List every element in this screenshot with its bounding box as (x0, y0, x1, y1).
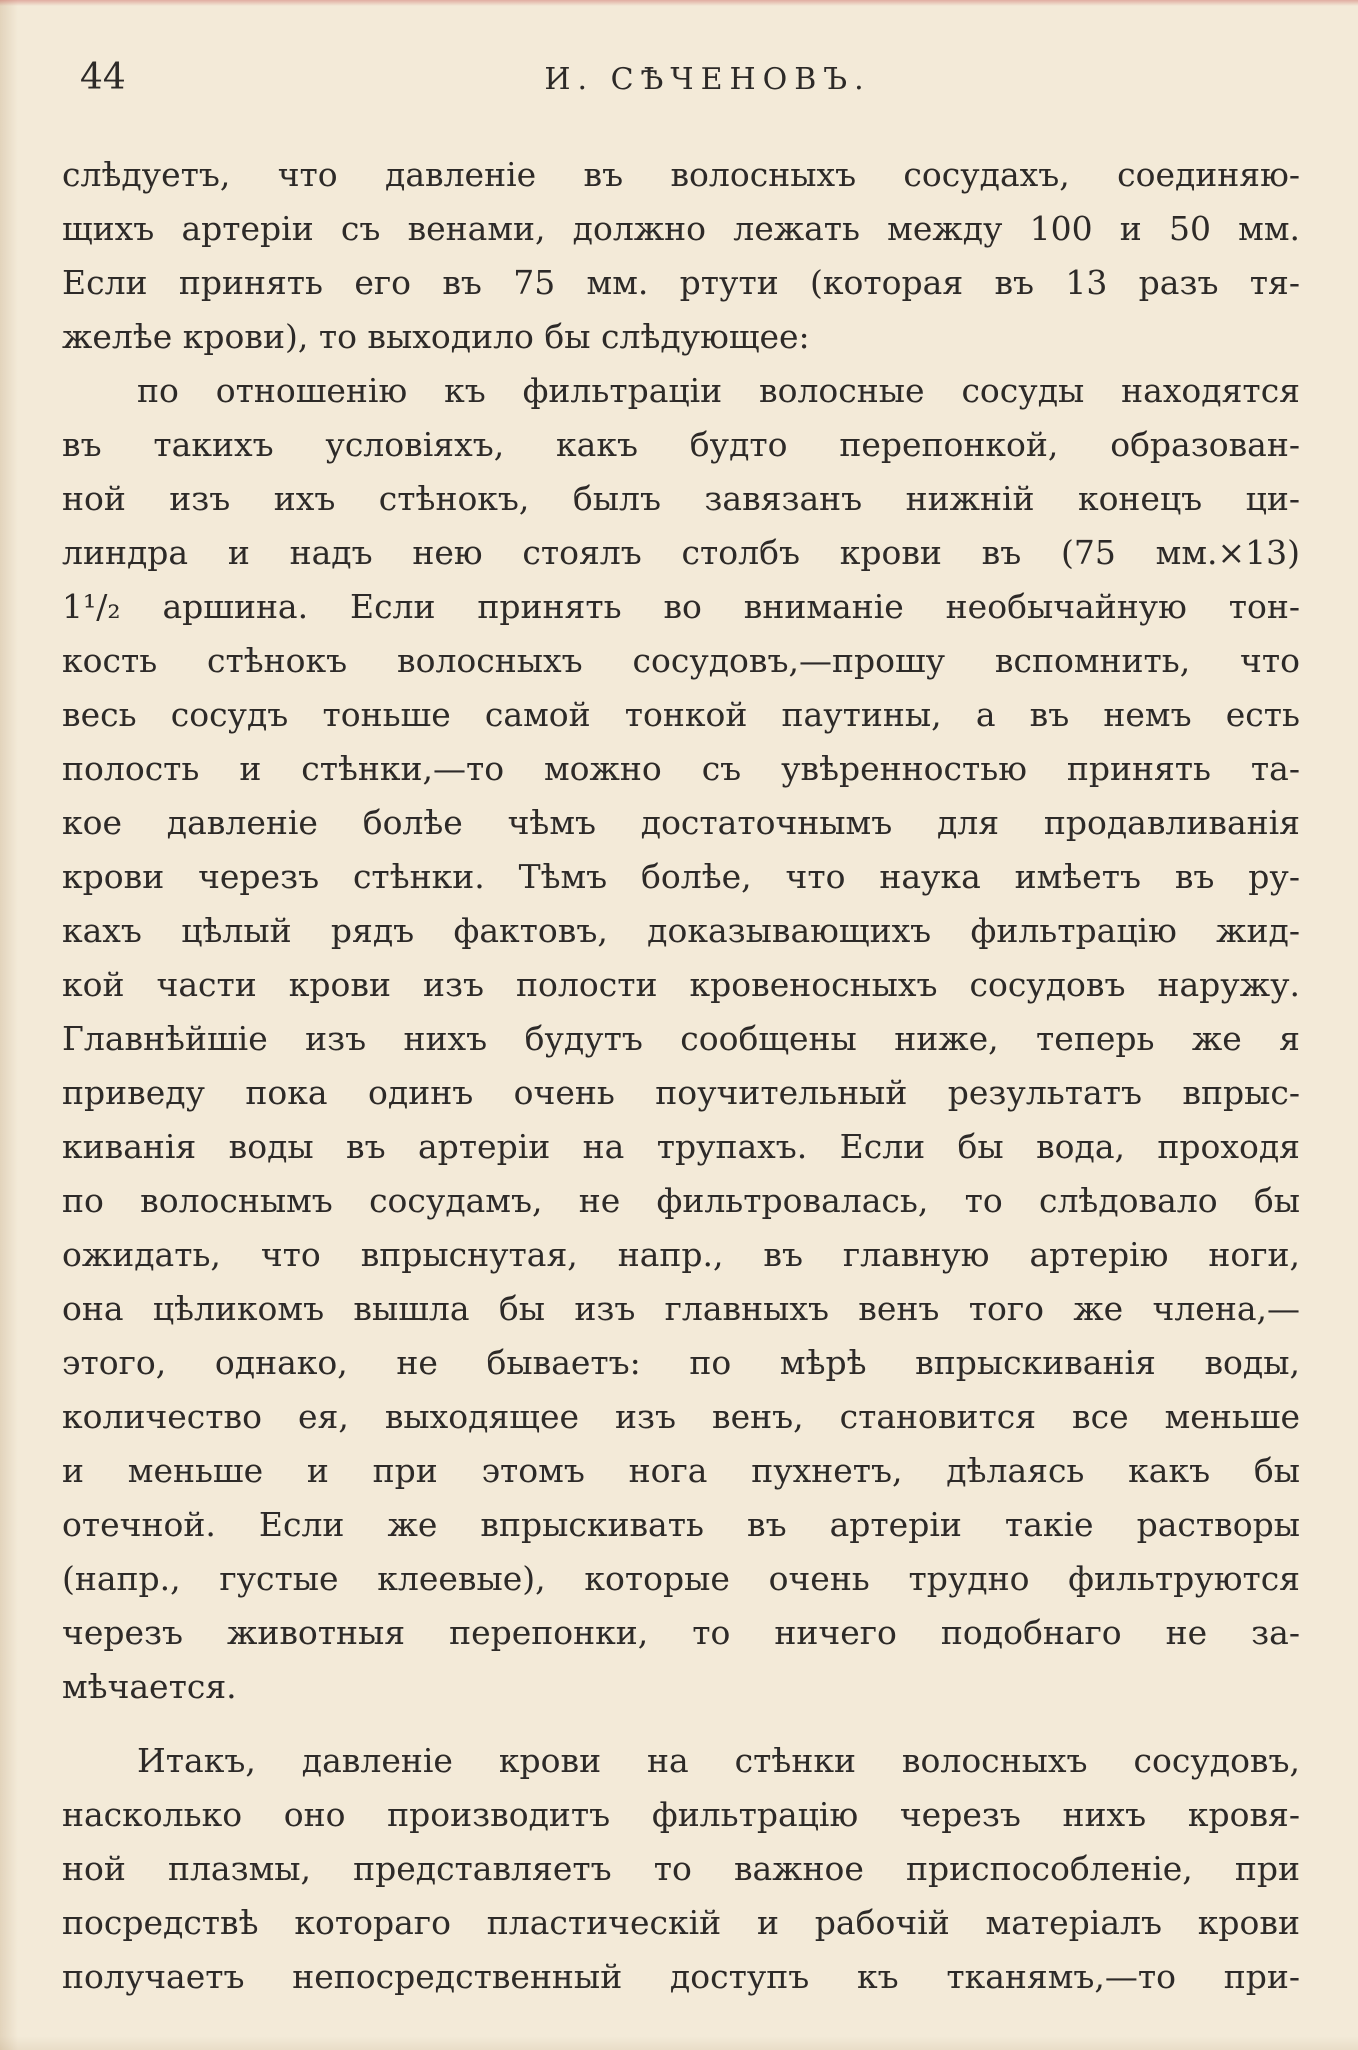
page-top-edge (0, 0, 1358, 6)
text-line: крови черезъ стѣнки. Тѣмъ болѣе, что наука имѣетъ въ ру- (62, 857, 1300, 896)
text-line: по волоснымъ сосудамъ, не фильтровалась, то слѣдовало бы (62, 1181, 1300, 1220)
text-line: линдра и надъ нею стоялъ столбъ крови въ (75 мм.×13) (62, 533, 1300, 572)
text-line: количество ея, выходящее изъ венъ, становится все меньше (62, 1397, 1300, 1436)
text-line: получаетъ непосредственный доступъ къ тканямъ,—то при- (62, 1957, 1300, 1996)
text-line: кость стѣнокъ волосныхъ сосудовъ,—прошу вспомнить, что (62, 641, 1300, 680)
text-line: Итакъ, давленіе крови на стѣнки волосныхъ сосудовъ, (137, 1741, 1300, 1780)
text-line: весь сосудъ тоньше самой тонкой паутины, а въ немъ есть (62, 695, 1300, 734)
page-number: 44 (80, 57, 126, 98)
text-line: ной плазмы, представляетъ то важное приспособленіе, при (62, 1849, 1300, 1888)
text-line: она цѣликомъ вышла бы изъ главныхъ венъ того же члена,— (62, 1289, 1300, 1328)
text-line: кахъ цѣлый рядъ фактовъ, доказывающихъ фильтрацію жид- (62, 911, 1300, 950)
text-line: слѣдуетъ, что давленіе въ волосныхъ сосудахъ, соединяю- (62, 155, 1300, 194)
text-line: полость и стѣнки,—то можно съ увѣренностью принять та- (62, 749, 1300, 788)
text-line: по отношенію къ фильтраціи волосные сосуды находятся (137, 371, 1300, 410)
text-line: желѣе крови), то выходило бы слѣдующее: (62, 317, 810, 356)
running-title: И. СѢЧЕНОВЪ. (544, 62, 871, 97)
text-line: ожидать, что впрыснутая, напр., въ главную артерію ноги, (62, 1235, 1300, 1274)
text-line: Если принять его въ 75 мм. ртути (которая въ 13 разъ тя- (62, 263, 1300, 302)
text-line: и меньше и при этомъ нога пухнетъ, дѣлаясь какъ бы (62, 1451, 1300, 1490)
text-line: черезъ животныя перепонки, то ничего подобнаго не за- (62, 1613, 1300, 1652)
text-line: щихъ артеріи съ венами, должно лежать между 100 и 50 мм. (62, 209, 1300, 248)
text-line: киванія воды въ артеріи на трупахъ. Если бы вода, проходя (62, 1127, 1300, 1166)
running-head (80, 48, 1315, 108)
text-line: мѣчается. (62, 1667, 237, 1706)
text-line: Главнѣйшіе изъ нихъ будутъ сообщены ниже, теперь же я (62, 1019, 1300, 1058)
text-line: въ такихъ условіяхъ, какъ будто перепонкой, образован- (62, 425, 1300, 464)
text-line: посредствѣ котораго пластическій и рабочій матеріалъ крови (62, 1903, 1300, 1942)
text-line: приведу пока одинъ очень поучительный результатъ впрыс- (62, 1073, 1300, 1112)
paragraph (62, 1734, 1300, 2004)
body-text (62, 148, 1300, 2004)
text-line: ной изъ ихъ стѣнокъ, былъ завязанъ нижній конецъ ци- (62, 479, 1300, 518)
paragraph (62, 364, 1300, 1714)
text-line: насколько оно производитъ фильтрацію черезъ нихъ кровя- (62, 1795, 1300, 1834)
text-line: этого, однако, не бываетъ: по мѣрѣ впрыскиванія воды, (62, 1343, 1300, 1382)
text-line: отечной. Если же впрыскивать въ артеріи такіе растворы (62, 1505, 1300, 1544)
text-line: кое давленіе болѣе чѣмъ достаточнымъ для продавливанія (62, 803, 1300, 842)
text-line: (напр., густые клеевые), которые очень трудно фильтруются (62, 1559, 1300, 1598)
paragraph (62, 148, 1300, 364)
text-line: кой части крови изъ полости кровеносныхъ сосудовъ наружу. (62, 965, 1300, 1004)
text-line: 1¹/₂ аршина. Если принять во вниманіе необычайную тон- (62, 587, 1300, 626)
